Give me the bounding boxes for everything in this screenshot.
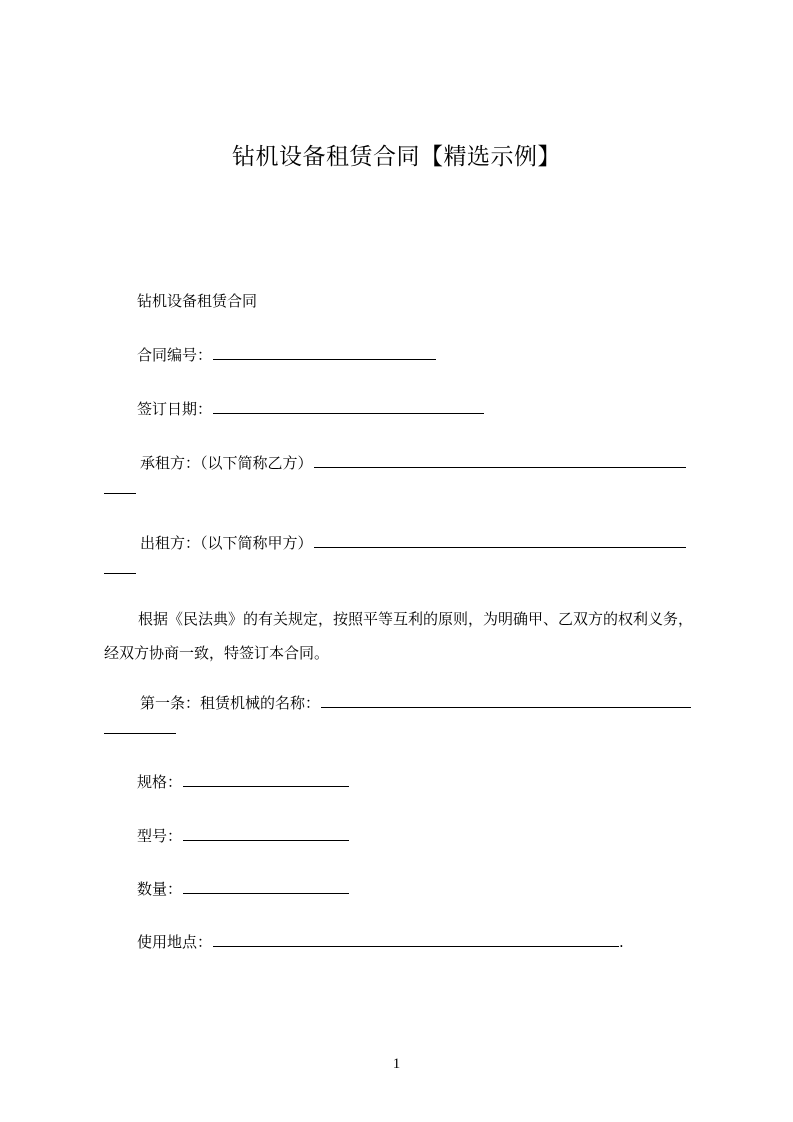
document-title: 钻机设备租赁合同【精选示例】 — [232, 144, 561, 170]
sign-date-label: 签订日期： — [137, 400, 213, 418]
page-number: 1 — [392, 1056, 401, 1072]
model-label: 型号： — [137, 827, 183, 845]
sign-date-blank — [213, 399, 484, 414]
quantity-blank — [183, 879, 349, 894]
lessee-blank — [314, 453, 686, 468]
lessor-blank — [314, 533, 686, 548]
machine-name-blank — [321, 693, 691, 708]
sign-date-row — [137, 399, 484, 419]
article-one-label: 第一条：租赁机械的名称： — [140, 694, 321, 712]
lessor-blank-continued — [104, 559, 136, 574]
lessor-row-continued — [104, 559, 136, 579]
spec-label: 规格： — [137, 773, 183, 791]
quantity-label: 数量： — [137, 880, 183, 898]
article-one-row — [140, 693, 691, 713]
spec-blank — [183, 772, 349, 787]
model-row — [137, 826, 349, 846]
contract-number-label: 合同编号： — [137, 346, 213, 364]
location-end-mark: . — [619, 933, 624, 951]
lessee-label: 承租方：（以下简称乙方） — [140, 454, 313, 472]
location-row — [137, 932, 624, 952]
article-one-row-continued — [104, 719, 176, 739]
location-label: 使用地点： — [137, 933, 213, 951]
lessor-label: 出租方：（以下简称甲方） — [140, 534, 313, 552]
lessor-row — [140, 533, 686, 553]
spec-row — [137, 772, 349, 792]
model-blank — [183, 826, 349, 841]
quantity-row — [137, 879, 349, 899]
machine-name-blank-continued — [104, 719, 176, 734]
contract-heading: 钻机设备租赁合同 — [137, 292, 258, 310]
lessee-row-continued — [104, 479, 136, 499]
lessee-row — [140, 453, 686, 473]
lessee-blank-continued — [104, 479, 136, 494]
contract-number-blank — [213, 345, 436, 360]
contract-number-row — [137, 345, 436, 365]
location-blank — [213, 932, 619, 947]
preamble-paragraph: 根据《民法典》的有关规定，按照平等互利的原则，为明确甲、乙双方的权利义务，经双方协商一致，特签订本合同。 — [104, 610, 694, 662]
